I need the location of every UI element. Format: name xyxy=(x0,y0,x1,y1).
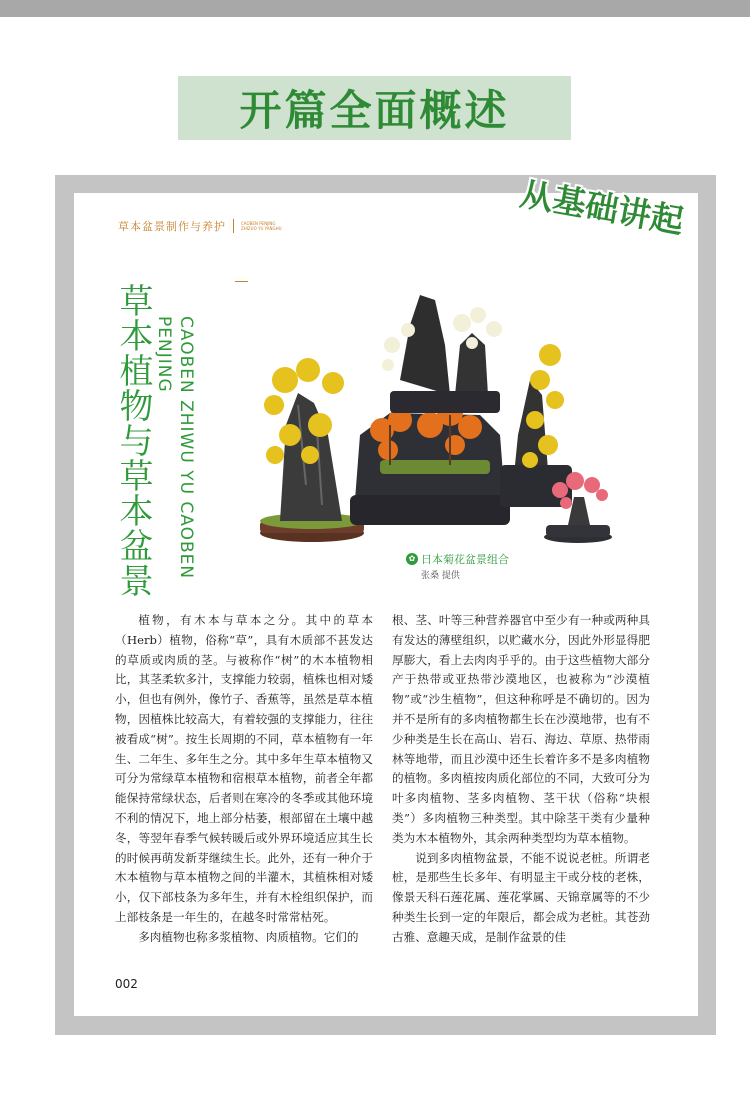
body-paragraph: 多肉植物也称多浆植物、肉质植物。它们的 xyxy=(138,929,359,944)
chapter-pinyin xyxy=(153,316,197,579)
body-paragraph-continuation: 根、茎、叶等三种营养器官中至少有一种或两种具有发达的薄壁组织，以贮藏水分，因此外形显得肥厚膨大，看上去肉肉乎乎的。由于这些植物大部分产于热带或亚热带沙漠地区，也被称为“沙漠植物”或“沙生植物”，但这种称呼是不确切的。因为并不是所有的多肉植物都生长在沙漠地带，也有不少种类是生长在高山、岩石、海边、草原、热带雨林等地带，而且沙漠中还生长着许多不是多肉植物的植物。多肉植按肉质化部位的不同，大致可分为叶多肉植物、茎多肉植物、茎干状（俗称“块根类”）多肉植物三种类型。其中除茎干类有少量种类为木本植物外，其余两种类型均为草本植物。 xyxy=(392,613,650,845)
page-number: 002 xyxy=(115,977,138,991)
flower-logo-icon: ✿ xyxy=(406,553,418,565)
body-column-left xyxy=(115,611,373,948)
caption-credit: 张桑 提供 xyxy=(421,571,460,581)
slogan-text: 从基础讲起 xyxy=(517,173,687,241)
running-head-pinyin xyxy=(241,221,282,231)
running-head-title: 草本盆景制作与养护 xyxy=(118,220,226,233)
body-paragraph: 植物，有木本与草本之分。其中的草本（Herb）植物，俗称“草”，具有木质部不甚发达的草质或肉质的茎。与被称作“树”的木本植物相比，其茎柔软多汁，支撑能力较弱，植株也相对矮小，但也有例外，像竹子、香蕉等，虽然是草本植物，因植株比较高大，有着较强的支撑能力，往往被看成“树”。按生长周期的不同，草本植物有一年生、二年生、多年生之分。其中多年生草本植物又可分为常绿草本植物和宿根草本植物，前者全年都能保持常绿状态，后者则在寒冷的冬季或其他环境不利的情况下，地上部分枯萎，根部留在土壤中越冬，等翌年春季气候转暖后或外界环境适应其生长的时候再萌发新芽继续生长。此外，还有一种介于木本植物与草本植物之间的半灌木，其植株相对矮小，仅下部枝条为多年生，并有木栓组织保护，而上部枝条是一年生的，在越冬时常常枯死。 xyxy=(115,613,373,924)
photo-caption xyxy=(406,551,509,581)
body-column-right xyxy=(392,611,650,948)
running-head-divider xyxy=(233,219,234,233)
banner xyxy=(178,76,571,140)
running-head-pinyin-line1: CAOBEN PENJING xyxy=(241,221,276,226)
running-head xyxy=(118,218,282,234)
banner-title: 开篇全面概述 xyxy=(239,86,510,135)
chapter-pinyin-line1: CAOBEN ZHIWU YU CAOBEN xyxy=(176,316,196,580)
top-bar xyxy=(0,0,750,17)
chapter-title: 草本植物与草本盆景 xyxy=(113,283,153,598)
running-head-pinyin-line2: ZHIZUO YU YANGHU xyxy=(241,226,282,231)
caption-title: 日本菊花盆景组合 xyxy=(421,553,509,566)
bonsai-photo xyxy=(250,285,620,555)
body-paragraph: 说到多肉植物盆景，不能不说说老桩。所谓老桩，是那些生长多年、有明显主干或分枝的老株，像景天科石莲花属、莲花掌属、天锦章属等的不少种类生长到一定的年限后，都会成为老桩。其苍劲古雅、意趣天成，是制作盆景的佳 xyxy=(392,850,650,944)
decorative-dash xyxy=(235,281,248,282)
chapter-pinyin-line2: PENJING xyxy=(154,316,174,393)
